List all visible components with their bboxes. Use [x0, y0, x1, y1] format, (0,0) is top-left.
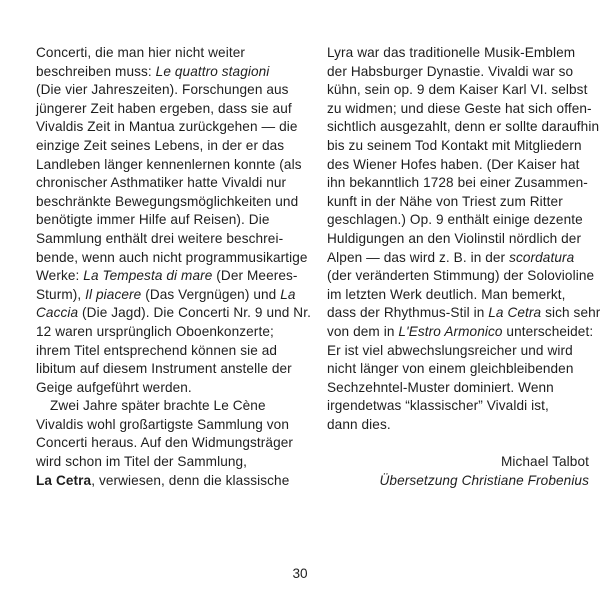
text-run: sichtlich ausgezahlt, denn er sollte daraufhin — [327, 119, 600, 135]
right-line — [327, 156, 589, 175]
text-run: libitum auf diesem Instrument anstelle der — [36, 361, 292, 377]
text-run: Sturm), — [36, 286, 86, 302]
text-run: des Wiener Hofes haben. (Der Kaiser hat — [327, 156, 580, 172]
right-line — [327, 304, 600, 323]
text-run: chronischer Asthmatiker hatte Vivaldi nur — [36, 175, 287, 191]
left-line — [36, 230, 306, 249]
text-run: ihrem Titel entsprechend können sie ad — [36, 342, 278, 358]
text-run: geschlagen.) Op. 9 enthält einige dezente — [327, 212, 583, 228]
text-run: ihn bekanntlich 1728 bei einer Zusammen- — [327, 175, 588, 191]
text-run: (Die Jagd). Die Concerti Nr. 9 und Nr. — [78, 305, 311, 321]
text-run: (der veränderten Stimmung) der Solovioline — [327, 268, 595, 284]
left-line — [36, 156, 306, 175]
right-line — [327, 230, 589, 249]
right-text-column — [327, 44, 600, 490]
italic-title: La Tempesta di mare — [83, 268, 213, 284]
left-line — [36, 453, 306, 472]
text-run: Vivaldis wohl großartigste Sammlung von — [36, 416, 289, 432]
text-run: Geige aufgeführt werden. — [36, 379, 192, 395]
left-text-column — [36, 44, 311, 490]
italic-title: scordatura — [509, 249, 575, 265]
text-run: (Das Vergnügen) und — [141, 286, 281, 302]
left-line — [36, 416, 306, 435]
left-line — [36, 304, 311, 323]
left-line — [36, 472, 306, 491]
left-line — [36, 397, 306, 416]
left-line — [36, 137, 306, 156]
right-line — [327, 397, 589, 416]
text-run: von dem in — [327, 323, 399, 339]
text-run: benötigte immer Hilfe auf Reisen). Die — [36, 212, 270, 228]
text-run: zu widmen; und diese Geste hat sich offen- — [327, 100, 592, 116]
text-run: bende, wenn auch nicht programmusikartige — [36, 249, 308, 265]
left-line — [36, 267, 306, 286]
left-line — [36, 342, 306, 361]
text-run: Concerti, die man hier nicht weiter — [36, 45, 246, 60]
text-run: (Der Meeres- — [212, 268, 298, 284]
right-line — [327, 286, 589, 305]
right-line — [327, 249, 589, 268]
italic-title: La Cetra — [488, 305, 542, 321]
left-line — [36, 379, 306, 398]
translator-credit: Übersetzung Christiane Frobenius — [379, 472, 589, 488]
right-line — [327, 342, 589, 361]
text-run: Huldigungen an den Violinstil nördlich der — [327, 230, 582, 246]
right-line — [327, 174, 589, 193]
left-line — [36, 118, 306, 137]
text-run: (Die vier Jahreszeiten). Forschungen aus — [36, 82, 289, 98]
text-run: sich sehr — [541, 305, 600, 321]
right-line — [327, 137, 589, 156]
text-run: dass der Rhythmus-Stil in — [327, 305, 489, 321]
italic-title: L'Estro Armonico — [398, 323, 503, 339]
text-run: der Habsburger Dynastie. Vivaldi war so — [327, 63, 574, 79]
right-line — [327, 118, 600, 137]
text-run: , verwiesen, denn die klassische — [91, 472, 290, 488]
text-run: Concerti heraus. Auf den Widmungsträger — [36, 435, 294, 451]
text-run: unterscheidet: — [502, 323, 594, 339]
right-line — [327, 267, 595, 286]
text-run: bis zu seinem Tod Kontakt mit Mitgliedern — [327, 137, 582, 153]
right-line — [327, 416, 589, 435]
left-line — [36, 63, 306, 82]
left-line — [36, 249, 306, 268]
signature-spacer — [327, 434, 589, 453]
text-run: Zwei Jahre später brachte Le Cène — [50, 398, 266, 414]
author-name: Michael Talbot — [500, 454, 589, 470]
text-run: Landleben länger kennenlernen konnte (als — [36, 156, 302, 172]
text-run: Sammlung enthält drei weitere beschrei- — [36, 230, 284, 246]
bold-title: La Cetra — [36, 472, 92, 488]
right-line — [327, 360, 589, 379]
text-run: Werke: — [36, 268, 84, 284]
right-line — [327, 193, 589, 212]
text-run: Lyra war das traditionelle Musik-Emblem — [327, 45, 576, 60]
left-line — [36, 360, 306, 379]
left-line — [36, 100, 306, 119]
right-line — [327, 323, 594, 342]
page-number: 30 — [292, 566, 308, 581]
right-line — [327, 63, 589, 82]
left-line — [36, 193, 306, 212]
text-run: Er ist viel abwechslungsreicher und wird — [327, 342, 573, 358]
italic-title: Le quattro stagioni — [155, 63, 270, 79]
left-line — [36, 211, 306, 230]
text-run: Sechzehntel-Muster dominiert. Wenn — [327, 379, 554, 395]
left-line — [36, 81, 306, 100]
text-run: jüngerer Zeit haben ergeben, dass sie auf — [36, 100, 292, 116]
text-run: wird schon im Titel der Sammlung, — [36, 454, 248, 470]
left-line — [36, 323, 306, 342]
right-line — [327, 81, 589, 100]
right-line — [327, 379, 589, 398]
text-run: kunft in der Nähe von Triest zum Ritter — [327, 193, 563, 209]
text-run: kühn, sein op. 9 dem Kaiser Karl VI. selbst — [327, 82, 588, 98]
text-run: im letzten Werk deutlich. Man bemerkt, — [327, 286, 566, 302]
right-line — [327, 44, 589, 63]
right-line — [327, 211, 589, 230]
right-line — [327, 100, 592, 119]
italic-title: Caccia — [36, 305, 79, 321]
text-run: Alpen — das wird z. B. in der — [327, 249, 510, 265]
text-run: irgendetwas “klassischer” Vivaldi ist, — [327, 398, 549, 414]
text-run: einzige Zeit seines Lebens, in der er das — [36, 137, 285, 153]
left-line — [36, 174, 306, 193]
text-run: dann dies. — [327, 416, 391, 432]
text-run: Vivaldis Zeit in Mantua zurückgehen — die — [36, 119, 298, 135]
italic-title: La — [280, 286, 296, 302]
text-run: 12 waren ursprünglich Oboenkonzerte; — [36, 323, 274, 339]
left-line — [36, 286, 306, 305]
left-line — [36, 44, 306, 63]
text-run: beschränkte Bewegungsmöglichkeiten und — [36, 193, 299, 209]
text-run: nicht länger von einem gleichbleibenden — [327, 361, 574, 377]
text-run: beschreiben muss: — [36, 63, 156, 79]
right-column-body — [327, 44, 600, 434]
left-line — [36, 434, 306, 453]
italic-title: Il piacere — [85, 286, 142, 302]
